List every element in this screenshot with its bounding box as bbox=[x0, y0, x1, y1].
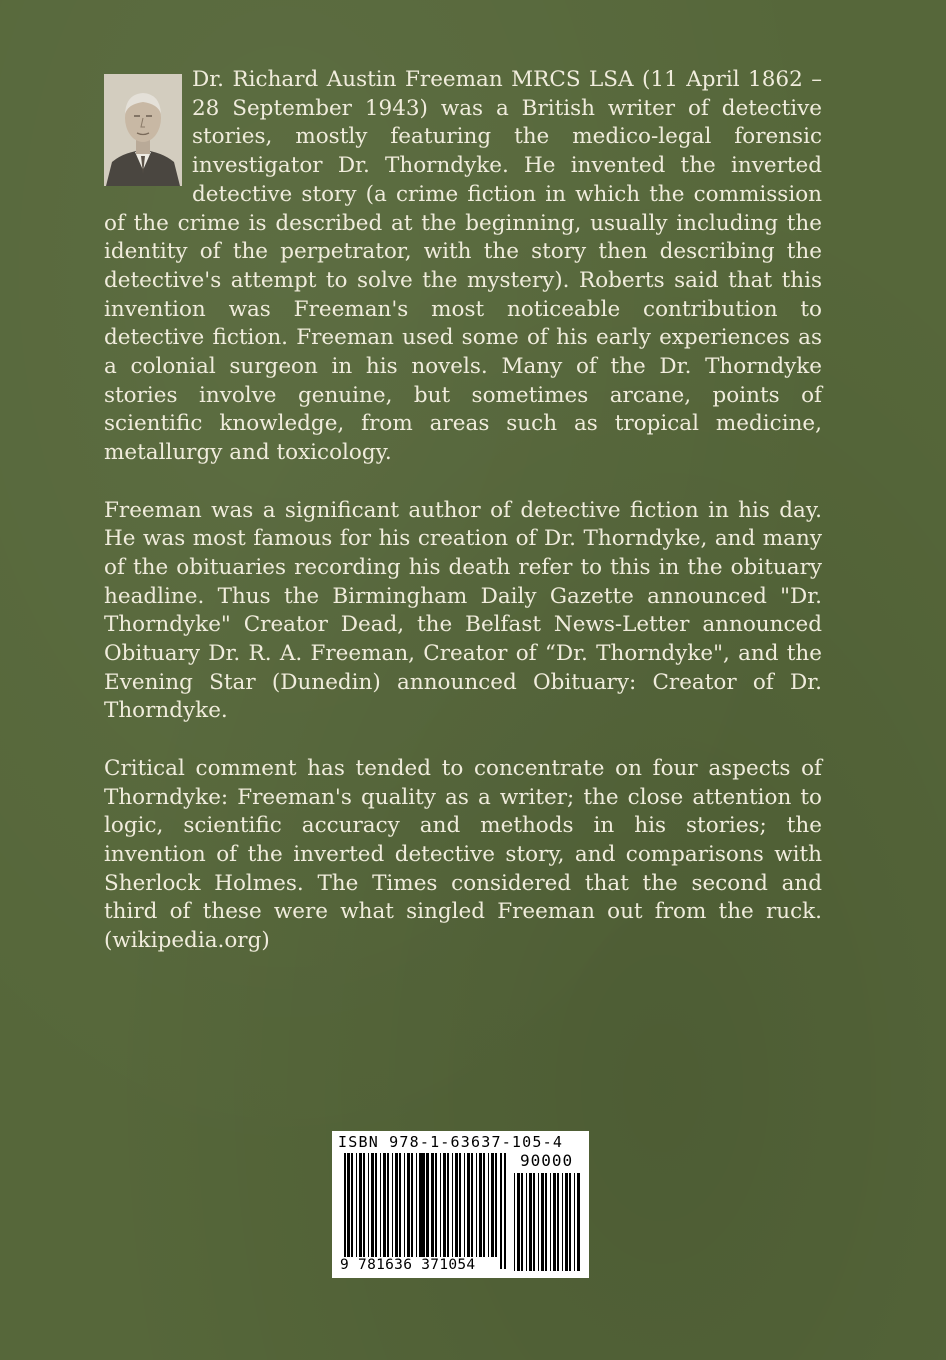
paragraph-3: Critical comment has tended to concentrate on four aspects of Thorndyke: Freeman's quality as a writer; the close attention to logic, scientific accuracy and methods in his stories; the invention of the inverted detective story, and comparisons with Sherlock Holmes. The Times considered that the second and third of these were what singled Freeman out from the ruck. (wikipedia.org) bbox=[104, 755, 822, 954]
barcode-bar bbox=[440, 1153, 441, 1257]
back-cover-text bbox=[104, 66, 822, 984]
paragraph-2: Freeman was a significant author of detective fiction in his day. He was most famous for his creation of Dr. Thorndyke, and many of the obituaries recording his death refer to this in the obituary headline. Thus the Birmingham Daily Gazette announced "Dr. Thorndyke" Creator Dead, the Belfast News-Letter announced Obituary Dr. R. A. Freeman, Creator of “Dr. Thorndyke", and the Evening Star (Dunedin) announced Obituary: Creator of Dr. Thorndyke. bbox=[104, 497, 822, 724]
barcode-bar bbox=[443, 1153, 446, 1257]
barcode-bar bbox=[538, 1173, 539, 1271]
barcode-bar bbox=[577, 1173, 580, 1271]
barcode-bar bbox=[526, 1173, 527, 1271]
barcode-bar bbox=[533, 1173, 535, 1271]
barcode-bar bbox=[514, 1173, 515, 1271]
barcode-bar bbox=[452, 1153, 453, 1257]
barcode-bar bbox=[383, 1153, 386, 1257]
barcode-bar bbox=[479, 1153, 482, 1257]
barcode-bar bbox=[428, 1153, 429, 1257]
barcode-bar bbox=[407, 1153, 410, 1257]
barcode-bar bbox=[431, 1153, 434, 1257]
barcode-bar bbox=[395, 1153, 398, 1257]
barcode-bar bbox=[404, 1153, 405, 1257]
barcode-bar bbox=[488, 1153, 489, 1257]
barcode-bar bbox=[387, 1153, 389, 1257]
barcode-bar bbox=[464, 1153, 465, 1257]
isbn-barcode bbox=[332, 1131, 589, 1278]
barcode-guard-bar bbox=[344, 1153, 346, 1269]
barcode-bar bbox=[455, 1153, 458, 1257]
barcode-bar bbox=[363, 1153, 365, 1257]
barcode-bar bbox=[471, 1153, 473, 1257]
barcode-bar bbox=[529, 1173, 532, 1271]
barcode-bar bbox=[356, 1153, 357, 1257]
barcode-bar bbox=[359, 1153, 362, 1257]
barcode-bar bbox=[550, 1173, 551, 1271]
barcode-guard-bar bbox=[504, 1153, 506, 1269]
barcode-main-digits: 9 781636 371054 bbox=[340, 1257, 476, 1273]
barcode-bar bbox=[419, 1153, 422, 1257]
author-portrait bbox=[104, 74, 182, 186]
barcode-bar bbox=[557, 1173, 559, 1271]
barcode-guard-bar bbox=[426, 1153, 428, 1269]
barcode-bar bbox=[467, 1153, 470, 1257]
barcode-guard-bar bbox=[348, 1153, 350, 1269]
barcode-bar bbox=[574, 1173, 575, 1271]
barcode-bar bbox=[435, 1153, 437, 1257]
barcode-bar bbox=[553, 1173, 556, 1271]
barcode-bar bbox=[476, 1153, 477, 1257]
barcode-bar bbox=[562, 1173, 563, 1271]
barcode-bar bbox=[569, 1173, 571, 1271]
barcode-bar bbox=[545, 1173, 547, 1271]
barcode-bar bbox=[565, 1173, 568, 1271]
paragraph-1: Dr. Richard Austin Freeman MRCS LSA (11 April 1862 – 28 September 1943) was a British writer of detective stories, mostly featuring the medico-legal forensic investigator Dr. Thorndyke. He invented the inverted detective story (a crime fiction in which the commission of the crime is described at the beginning, usually including the identity of the perpetrator, with the story then describing the detective's attempt to solve the mystery). Roberts said that this invention was Freeman's most noticeable contribution to detective fiction. Freeman used some of his early experiences as a colonial surgeon in his novels. Many of the Dr. Thorndyke stories involve genuine, but sometimes arcane, points of scientific knowledge, from areas such as tropical medicine, metallurgy and toxicology. bbox=[104, 67, 822, 466]
barcode-bar bbox=[447, 1153, 449, 1257]
barcode-bar bbox=[541, 1173, 544, 1271]
barcode-bar bbox=[459, 1153, 461, 1257]
barcode-bar bbox=[495, 1153, 497, 1257]
barcode-bar bbox=[399, 1153, 401, 1257]
isbn-label: ISBN 978-1-63637-105-4 bbox=[338, 1133, 564, 1151]
barcode-bar bbox=[483, 1153, 485, 1257]
barcode-guard-bar bbox=[500, 1153, 502, 1269]
barcode-addon-digits: 90000 bbox=[520, 1151, 574, 1170]
barcode-bar bbox=[351, 1153, 353, 1257]
barcode-bar bbox=[380, 1153, 381, 1257]
barcode-guard-bar bbox=[422, 1153, 424, 1269]
barcode-bar bbox=[416, 1153, 417, 1257]
barcode-bar bbox=[521, 1173, 523, 1271]
barcode-bar bbox=[392, 1153, 393, 1257]
barcode-bar bbox=[368, 1153, 369, 1257]
barcode-bar bbox=[517, 1173, 520, 1271]
barcode-bar bbox=[411, 1153, 413, 1257]
barcode-bar bbox=[375, 1153, 377, 1257]
barcode-bar bbox=[371, 1153, 374, 1257]
barcode-bar bbox=[491, 1153, 494, 1257]
